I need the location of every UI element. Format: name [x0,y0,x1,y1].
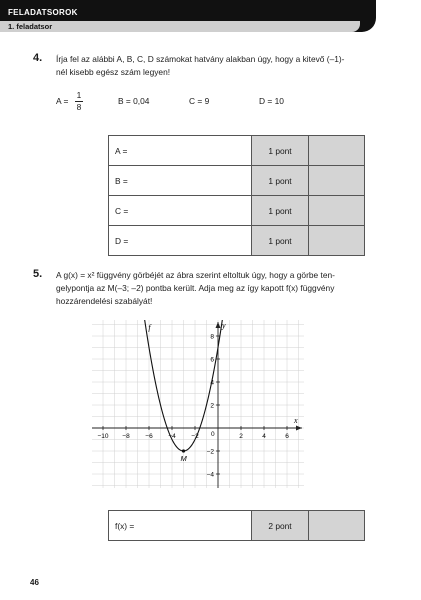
points-cell: 2 pont [252,511,309,541]
answer-c-cell[interactable]: C = [109,196,252,226]
points-cell: 1 pont [252,166,309,196]
points-cell: 1 pont [252,226,309,256]
score-cell[interactable] [309,196,365,226]
task-4-values [56,90,376,114]
table-row [109,196,365,226]
answer-f-cell[interactable]: f(x) = [109,511,252,541]
task-5-text-line-1: A g(x) = x² függvény görbéjét az ábra szerint eltoltuk úgy, hogy a görbe ten- [56,270,335,280]
y-axis-label: y [222,321,226,330]
task-5-text [56,269,378,308]
task-4-score-table [108,135,365,256]
x-tick-label: −10 [97,433,109,440]
value-a-denominator: 8 [76,102,82,112]
x-tick-label: −6 [145,433,153,440]
x-tick-label: 4 [262,433,266,440]
vertex-label-m: M [180,454,187,463]
header-title: FELADATSOROK [8,8,78,17]
coordinate-graph [92,320,304,488]
header-subtitle-bar [0,21,360,32]
header-subtitle: 1. feladatsor [8,22,53,31]
score-cell[interactable] [309,226,365,256]
y-tick-label: 8 [210,333,214,341]
vertex-point-m [182,449,185,452]
task-5-answer-table [108,510,365,541]
graph-grid [92,320,304,488]
x-tick-label: −2 [191,433,199,440]
table-row [109,136,365,166]
table-row [109,511,365,541]
x-axis-label: x [294,416,298,425]
value-d: D = 10 [259,96,284,106]
y-axis-arrow [216,322,221,328]
value-a-label: A = [56,96,69,106]
x-axis-arrow [296,426,302,431]
value-c: C = 9 [189,96,210,106]
page-header [0,0,421,32]
task-5-text-line-3: hozzárendelési szabályát! [56,296,153,306]
answer-b-cell[interactable]: B = [109,166,252,196]
table-row [109,226,365,256]
task-4-number: 4. [33,52,43,64]
answer-d-cell[interactable]: D = [109,226,252,256]
task-5-text-line-2: gelypontja az M(–3; –2) pontba került. Adja meg az így kapott f(x) függvény [56,283,335,293]
y-tick-label: −2 [206,448,214,456]
answer-a-cell[interactable]: A = [109,136,252,166]
value-a-numerator: 1 [76,90,82,100]
score-cell[interactable] [309,511,365,541]
value-b: B = 0,04 [118,96,150,106]
x-tick-label: 6 [285,433,289,440]
task-4-text [56,53,376,79]
x-tick-label: 2 [239,433,243,440]
points-cell: 1 pont [252,196,309,226]
score-cell[interactable] [309,136,365,166]
y-tick-label: 2 [210,402,214,410]
table-row [109,166,365,196]
page-number: 46 [30,578,39,587]
value-a-fraction [74,90,84,113]
y-tick-label: 4 [210,379,214,387]
task-4-text-line-2: nél kisebb egész szám legyen! [56,67,171,77]
x-tick-label: −8 [122,433,130,440]
task-4-text-line-1: Írja fel az alábbi A, B, C, D számokat hatvány alakban úgy, hogy a kitevő (–1)- [56,54,345,64]
x-tick-label: −4 [168,433,176,440]
origin-label: 0 [211,431,215,438]
score-cell[interactable] [309,166,365,196]
curve-label-f: f [148,323,151,332]
y-tick-label: 6 [210,356,214,364]
y-tick-label: −4 [206,471,214,479]
task-5-number: 5. [33,268,43,280]
points-cell: 1 pont [252,136,309,166]
